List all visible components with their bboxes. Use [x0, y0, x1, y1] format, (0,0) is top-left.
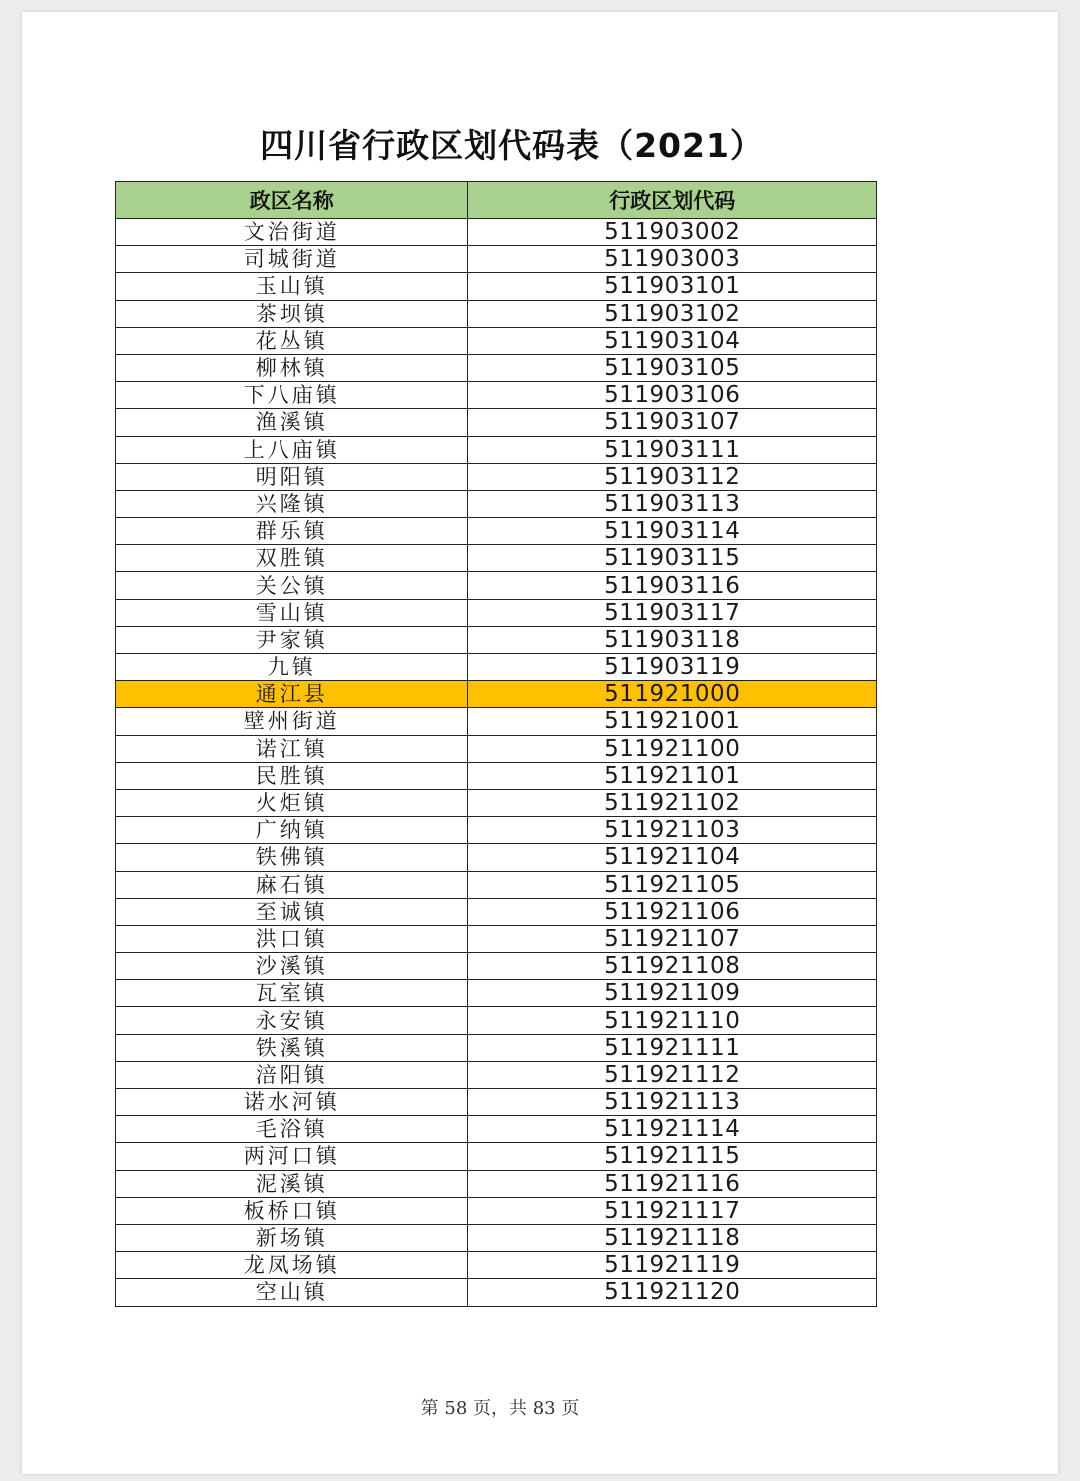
table-row — [116, 898, 877, 925]
region-name-cell: 文治街道 — [116, 219, 468, 246]
region-name-cell: 关公镇 — [116, 572, 468, 599]
admin-code-cell: 511921115 — [468, 1143, 877, 1170]
table-row — [116, 654, 877, 681]
admin-code-cell: 511921117 — [468, 1197, 877, 1224]
table-row — [116, 382, 877, 409]
table-row — [116, 1143, 877, 1170]
region-name-cell: 茶坝镇 — [116, 300, 468, 327]
region-name-cell: 柳林镇 — [116, 354, 468, 381]
admin-code-cell: 511921103 — [468, 817, 877, 844]
table-row — [116, 762, 877, 789]
admin-code-cell: 511921105 — [468, 871, 877, 898]
admin-code-cell: 511921001 — [468, 708, 877, 735]
region-name-cell: 铁溪镇 — [116, 1034, 468, 1061]
table-row — [116, 1170, 877, 1197]
admin-code-cell: 511903111 — [468, 436, 877, 463]
table-row — [116, 980, 877, 1007]
table-row — [116, 817, 877, 844]
table-row — [116, 953, 877, 980]
region-name-cell: 兴隆镇 — [116, 490, 468, 517]
table-row — [116, 1252, 877, 1279]
region-name-cell: 花丛镇 — [116, 327, 468, 354]
admin-code-cell: 511921120 — [468, 1279, 877, 1306]
region-name-cell: 瓦室镇 — [116, 980, 468, 1007]
region-name-cell: 麻石镇 — [116, 871, 468, 898]
admin-code-cell: 511903113 — [468, 490, 877, 517]
admin-code-cell: 511921118 — [468, 1224, 877, 1251]
table-row — [116, 409, 877, 436]
admin-code-cell: 511903115 — [468, 545, 877, 572]
admin-code-cell: 511921106 — [468, 898, 877, 925]
region-name-cell: 火炬镇 — [116, 789, 468, 816]
region-name-cell: 尹家镇 — [116, 626, 468, 653]
table-row — [116, 1061, 877, 1088]
region-name-cell: 民胜镇 — [116, 762, 468, 789]
table-row — [116, 436, 877, 463]
table-body — [116, 219, 877, 1307]
region-name-cell: 空山镇 — [116, 1279, 468, 1306]
region-name-cell: 新场镇 — [116, 1224, 468, 1251]
region-name-cell: 洪口镇 — [116, 925, 468, 952]
table-row — [116, 1007, 877, 1034]
admin-code-cell: 511921116 — [468, 1170, 877, 1197]
table-row — [116, 219, 877, 246]
table-row — [116, 844, 877, 871]
admin-code-cell: 511903003 — [468, 246, 877, 273]
table-row — [116, 518, 877, 545]
admin-code-cell: 511903117 — [468, 599, 877, 626]
region-name-cell: 涪阳镇 — [116, 1061, 468, 1088]
admin-code-cell: 511903104 — [468, 327, 877, 354]
admin-code-cell: 511921108 — [468, 953, 877, 980]
region-name-cell: 双胜镇 — [116, 545, 468, 572]
table-row — [116, 1224, 877, 1251]
admin-code-cell: 511921113 — [468, 1089, 877, 1116]
header-region-name: 政区名称 — [116, 182, 468, 219]
region-name-cell: 通江县 — [116, 681, 468, 708]
table-row — [116, 599, 877, 626]
region-name-cell: 九镇 — [116, 654, 468, 681]
region-name-cell: 玉山镇 — [116, 273, 468, 300]
table-row — [116, 1034, 877, 1061]
admin-code-cell: 511903118 — [468, 626, 877, 653]
admin-code-cell: 511921110 — [468, 1007, 877, 1034]
region-name-cell: 两河口镇 — [116, 1143, 468, 1170]
table-row — [116, 490, 877, 517]
region-name-cell: 壁州街道 — [116, 708, 468, 735]
page-title: 四川省行政区划代码表（2021） — [260, 126, 764, 165]
header-admin-code: 行政区划代码 — [468, 182, 877, 219]
region-name-cell: 毛浴镇 — [116, 1116, 468, 1143]
admin-code-cell: 511903119 — [468, 654, 877, 681]
table-row — [116, 463, 877, 490]
table-row — [116, 735, 877, 762]
table-row — [116, 789, 877, 816]
table-row — [116, 300, 877, 327]
admin-code-cell: 511921114 — [468, 1116, 877, 1143]
admin-code-cell: 511921000 — [468, 681, 877, 708]
admin-code-cell: 511903116 — [468, 572, 877, 599]
table-row — [116, 1197, 877, 1224]
document-page — [22, 12, 1058, 1474]
table-row — [116, 1089, 877, 1116]
region-name-cell: 泥溪镇 — [116, 1170, 468, 1197]
region-name-cell: 沙溪镇 — [116, 953, 468, 980]
admin-code-cell: 511921100 — [468, 735, 877, 762]
region-name-cell: 诺水河镇 — [116, 1089, 468, 1116]
table-header-row — [116, 182, 877, 219]
table-row — [116, 626, 877, 653]
region-name-cell: 渔溪镇 — [116, 409, 468, 436]
table-row — [116, 246, 877, 273]
admin-code-cell: 511921102 — [468, 789, 877, 816]
region-name-cell: 雪山镇 — [116, 599, 468, 626]
region-name-cell: 下八庙镇 — [116, 382, 468, 409]
admin-code-cell: 511921119 — [468, 1252, 877, 1279]
admin-code-cell: 511921111 — [468, 1034, 877, 1061]
region-name-cell: 诺江镇 — [116, 735, 468, 762]
region-name-cell: 群乐镇 — [116, 518, 468, 545]
table-row — [116, 572, 877, 599]
admin-code-table — [115, 181, 877, 1307]
region-name-cell: 龙凤场镇 — [116, 1252, 468, 1279]
region-name-cell: 司城街道 — [116, 246, 468, 273]
admin-code-cell: 511903101 — [468, 273, 877, 300]
table-row — [116, 871, 877, 898]
admin-code-cell: 511903114 — [468, 518, 877, 545]
admin-code-cell: 511921107 — [468, 925, 877, 952]
table-row — [116, 354, 877, 381]
admin-code-cell: 511921112 — [468, 1061, 877, 1088]
admin-code-cell: 511903102 — [468, 300, 877, 327]
admin-code-cell: 511921109 — [468, 980, 877, 1007]
admin-code-cell: 511903107 — [468, 409, 877, 436]
table-row — [116, 925, 877, 952]
table-row — [116, 327, 877, 354]
admin-code-cell: 511903002 — [468, 219, 877, 246]
region-name-cell: 明阳镇 — [116, 463, 468, 490]
region-name-cell: 广纳镇 — [116, 817, 468, 844]
region-name-cell: 永安镇 — [116, 1007, 468, 1034]
region-name-cell: 至诚镇 — [116, 898, 468, 925]
region-name-cell: 铁佛镇 — [116, 844, 468, 871]
table-row — [116, 1116, 877, 1143]
admin-code-cell: 511903106 — [468, 382, 877, 409]
table-row-highlighted — [116, 681, 877, 708]
table-row — [116, 1279, 877, 1306]
admin-code-cell: 511921104 — [468, 844, 877, 871]
table-row — [116, 273, 877, 300]
admin-code-cell: 511903112 — [468, 463, 877, 490]
table-row — [116, 708, 877, 735]
table-row — [116, 545, 877, 572]
admin-code-cell: 511903105 — [468, 354, 877, 381]
admin-code-cell: 511921101 — [468, 762, 877, 789]
region-name-cell: 上八庙镇 — [116, 436, 468, 463]
region-name-cell: 板桥口镇 — [116, 1197, 468, 1224]
page-footer: 第 58 页，共 83 页 — [420, 1398, 580, 1419]
